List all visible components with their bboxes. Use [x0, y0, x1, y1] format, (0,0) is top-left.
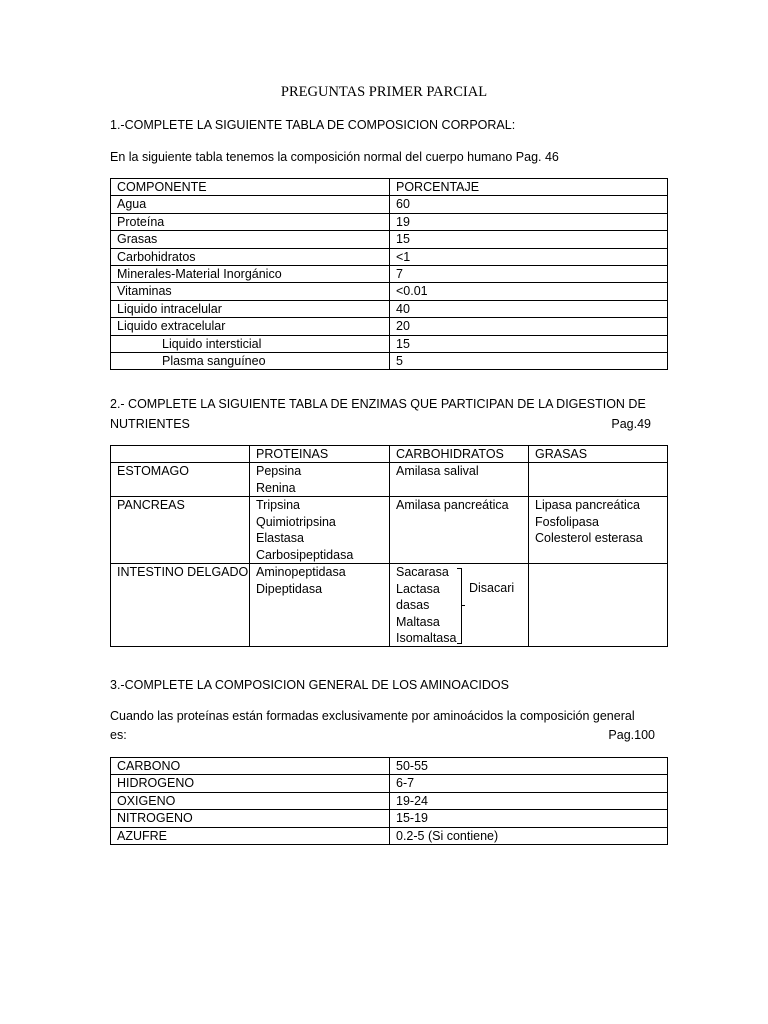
- table-row: [111, 248, 668, 265]
- component-cell: Minerales-Material Inorgánico: [111, 266, 390, 283]
- enzyme-item: Amilasa pancreática: [396, 498, 509, 513]
- section2-heading-line1: 2.- COMPLETE LA SIGUIENTE TABLA DE ENZIMAS QUE PARTICIPAN DE LA DIGESTION DE: [110, 397, 646, 411]
- enzyme-item: Lipasa pancreática: [535, 498, 640, 513]
- proteinas-cell: [250, 497, 390, 564]
- disacari-label: Disacari: [469, 581, 515, 596]
- table-row: [111, 318, 668, 335]
- percentage-cell: 15: [390, 335, 668, 352]
- grasas-cell: [529, 463, 668, 497]
- value-cell: 15-19: [390, 810, 668, 827]
- table-row-estomago: [111, 463, 668, 497]
- header-cell: PROTEINAS: [250, 446, 390, 463]
- component-cell: Liquido extracelular: [111, 318, 390, 335]
- section3-intro: [110, 707, 670, 745]
- component-cell: Carbohidratos: [111, 248, 390, 265]
- enzyme-item: dasas: [396, 598, 430, 613]
- section3-intro-line1: Cuando las proteínas están formadas exclusivamente por aminoácidos la composición general: [110, 709, 635, 723]
- organ-cell: PANCREAS: [111, 497, 250, 564]
- percentage-cell: 60: [390, 196, 668, 213]
- enzyme-item: Isomaltasa: [396, 630, 457, 645]
- table-header-row: [111, 446, 668, 463]
- element-cell: AZUFRE: [111, 827, 390, 844]
- component-cell: Vitaminas: [111, 283, 390, 300]
- component-cell: Agua: [111, 196, 390, 213]
- table-row: [111, 810, 668, 827]
- header-cell: CARBOHIDRATOS: [390, 446, 529, 463]
- section2-page-ref: Pag.49: [611, 417, 651, 431]
- percentage-cell: 7: [390, 266, 668, 283]
- table-row: [111, 792, 668, 809]
- enzyme-item: Fosfolipasa: [535, 514, 599, 529]
- component-cell: Plasma sanguíneo: [111, 353, 390, 370]
- organ-cell: INTESTINO DELGADO: [111, 564, 250, 647]
- table-row: [111, 196, 668, 213]
- carbohidratos-cell: [390, 497, 529, 564]
- enzyme-item: Pepsina: [256, 464, 302, 479]
- section3-heading: 3.-COMPLETE LA COMPOSICION GENERAL DE LOS AMINOACIDOS: [110, 678, 509, 692]
- table-row: [111, 353, 668, 370]
- table-row: [111, 335, 668, 352]
- table-row: [111, 775, 668, 792]
- grouping-bracket: [457, 568, 462, 644]
- section3-intro-line2: es:: [110, 728, 127, 742]
- proteinas-cell: [250, 564, 390, 647]
- header-cell: [111, 446, 250, 463]
- percentage-cell: 15: [390, 231, 668, 248]
- table-row: [111, 300, 668, 317]
- grouping-bracket-tick: [461, 605, 465, 606]
- element-cell: CARBONO: [111, 758, 390, 775]
- element-cell: NITROGENO: [111, 810, 390, 827]
- component-cell: Grasas: [111, 231, 390, 248]
- component-cell: Liquido intersticial: [111, 335, 390, 352]
- grasas-cell: [529, 497, 668, 564]
- percentage-cell: 19: [390, 213, 668, 230]
- enzyme-item: Maltasa: [396, 614, 440, 629]
- table-row: [111, 213, 668, 230]
- header-cell: COMPONENTE: [111, 179, 390, 196]
- enzyme-item: Renina: [256, 480, 296, 495]
- value-cell: 0.2-5 (Si contiene): [390, 827, 668, 844]
- table-row-pancreas: [111, 497, 668, 564]
- table-row: [111, 231, 668, 248]
- value-cell: 6-7: [390, 775, 668, 792]
- element-cell: OXIGENO: [111, 792, 390, 809]
- carbohidratos-cell: [390, 463, 529, 497]
- table-row: [111, 266, 668, 283]
- value-cell: 19-24: [390, 792, 668, 809]
- section2-heading-line2: NUTRIENTES: [110, 417, 190, 431]
- percentage-cell: 20: [390, 318, 668, 335]
- table-header-row: [111, 179, 668, 196]
- enzyme-item: Sacarasa: [396, 565, 449, 580]
- section1-intro: En la siguiente tabla tenemos la composición normal del cuerpo humano Pag. 46: [110, 150, 559, 164]
- table-row: [111, 283, 668, 300]
- percentage-cell: <0.01: [390, 283, 668, 300]
- aminoacid-composition-table: [110, 757, 668, 845]
- section2-heading: [110, 395, 670, 434]
- enzymes-table: [110, 445, 668, 647]
- page-title: PREGUNTAS PRIMER PARCIAL: [280, 84, 488, 100]
- value-cell: 50-55: [390, 758, 668, 775]
- body-composition-table: [110, 178, 668, 370]
- organ-cell: ESTOMAGO: [111, 463, 250, 497]
- enzyme-item: Tripsina: [256, 498, 300, 513]
- enzyme-item: Aminopeptidasa: [256, 565, 346, 580]
- enzyme-item: Lactasa: [396, 581, 440, 596]
- table-row: [111, 827, 668, 844]
- percentage-cell: 5: [390, 353, 668, 370]
- enzyme-item: Carbosipeptidasa: [256, 547, 354, 562]
- table-row-intestino: [111, 564, 668, 647]
- header-cell: PORCENTAJE: [390, 179, 668, 196]
- component-cell: Proteína: [111, 213, 390, 230]
- section1-heading: 1.-COMPLETE LA SIGUIENTE TABLA DE COMPOSICION CORPORAL:: [110, 118, 516, 132]
- table-row: [111, 758, 668, 775]
- element-cell: HIDROGENO: [111, 775, 390, 792]
- proteinas-cell: [250, 463, 390, 497]
- enzyme-item: Quimiotripsina: [256, 514, 336, 529]
- grasas-cell: [529, 564, 668, 647]
- component-cell: Liquido intracelular: [111, 300, 390, 317]
- enzyme-item: Elastasa: [256, 531, 304, 546]
- carbohidratos-cell: [390, 564, 529, 647]
- enzyme-item: Dipeptidasa: [256, 581, 323, 596]
- section3-page-ref: Pag.100: [608, 728, 655, 742]
- percentage-cell: 40: [390, 300, 668, 317]
- enzyme-item: Colesterol esterasa: [535, 531, 643, 546]
- percentage-cell: <1: [390, 248, 668, 265]
- header-cell: GRASAS: [529, 446, 668, 463]
- enzyme-item: Amilasa salival: [396, 464, 479, 479]
